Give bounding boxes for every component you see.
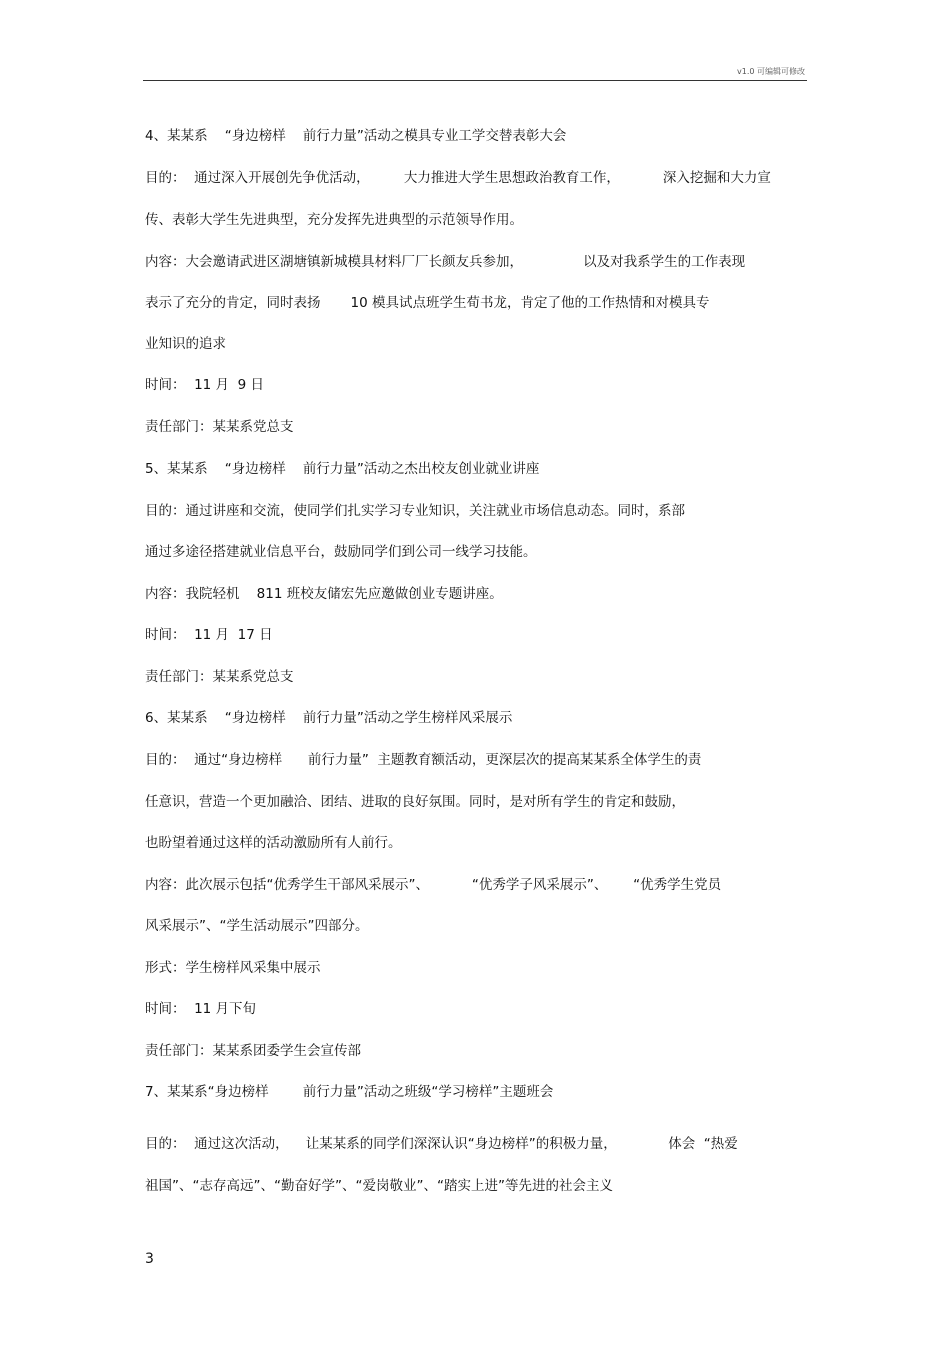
paragraph-line: 业知识的追求 bbox=[145, 336, 226, 352]
paragraph-line: 风采展示”、“学生活动展示”四部分。 bbox=[145, 918, 369, 934]
heading-item-4: 4、某某系 “身边榜样 前行力量”活动之模具专业工学交替表彰大会 bbox=[145, 128, 567, 144]
paragraph-line: 目的： 通过深入开展创先争优活动， 大力推进大学生思想政治教育工作， 深入挖掘和大力宣 bbox=[145, 170, 771, 186]
time-line: 时间： 11 月下旬 bbox=[145, 1001, 257, 1017]
paragraph-line: 目的： 通过这次活动， 让某某系的同学们深深认识“身边榜样”的积极力量， 体会 “热爱 bbox=[145, 1136, 738, 1152]
heading-item-6: 6、某某系 “身边榜样 前行力量”活动之学生榜样风采展示 bbox=[145, 710, 513, 726]
paragraph-line: 通过多途径搭建就业信息平台，鼓励同学们到公司一线学习技能。 bbox=[145, 544, 537, 560]
header-version-note: v1.0 可编辑可修改 bbox=[737, 67, 805, 76]
department-line: 责任部门：某某系团委学生会宣传部 bbox=[145, 1043, 361, 1059]
paragraph-line: 任意识，营造一个更加融洽、团结、进取的良好氛围。同时，是对所有学生的肯定和鼓励， bbox=[145, 794, 685, 810]
paragraph-line: 内容：我院轻机 811 班校友储宏先应邀做创业专题讲座。 bbox=[145, 586, 503, 602]
header-rule bbox=[143, 80, 807, 81]
time-line: 时间： 11 月 17 日 bbox=[145, 627, 273, 643]
department-line: 责任部门：某某系党总支 bbox=[145, 669, 294, 685]
paragraph-line: 表示了充分的肯定，同时表扬 10 模具试点班学生荀书龙，肯定了他的工作热情和对模具专 bbox=[145, 295, 710, 311]
paragraph-line: 传、表彰大学生先进典型，充分发挥先进典型的示范领导作用。 bbox=[145, 212, 523, 228]
paragraph-line: 也盼望着通过这样的活动激励所有人前行。 bbox=[145, 835, 402, 851]
paragraph-line: 祖国”、“志存高远”、“勤奋好学”、“爱岗敬业”、“踏实上进”等先进的社会主义 bbox=[145, 1178, 613, 1194]
paragraph-line: 内容：此次展示包括“优秀学生干部风采展示”、 “优秀学子风采展示”、 “优秀学生党员 bbox=[145, 877, 722, 893]
form-line: 形式：学生榜样风采集中展示 bbox=[145, 960, 321, 976]
department-line: 责任部门：某某系党总支 bbox=[145, 419, 294, 435]
page-number: 3 bbox=[145, 1251, 154, 1267]
heading-item-7: 7、某某系“身边榜样 前行力量”活动之班级“学习榜样”主题班会 bbox=[145, 1084, 554, 1100]
paragraph-line: 目的：通过讲座和交流，使同学们扎实学习专业知识，关注就业市场信息动态。同时，系部 bbox=[145, 503, 685, 519]
heading-item-5: 5、某某系 “身边榜样 前行力量”活动之杰出校友创业就业讲座 bbox=[145, 461, 540, 477]
paragraph-line: 目的： 通过“身边榜样 前行力量” 主题教育额活动，更深层次的提高某某系全体学生的责 bbox=[145, 752, 702, 768]
time-line: 时间： 11 月 9 日 bbox=[145, 377, 265, 393]
paragraph-line: 内容：大会邀请武进区湖塘镇新城模具材料厂厂长颜友兵参加， 以及对我系学生的工作表现 bbox=[145, 254, 746, 270]
